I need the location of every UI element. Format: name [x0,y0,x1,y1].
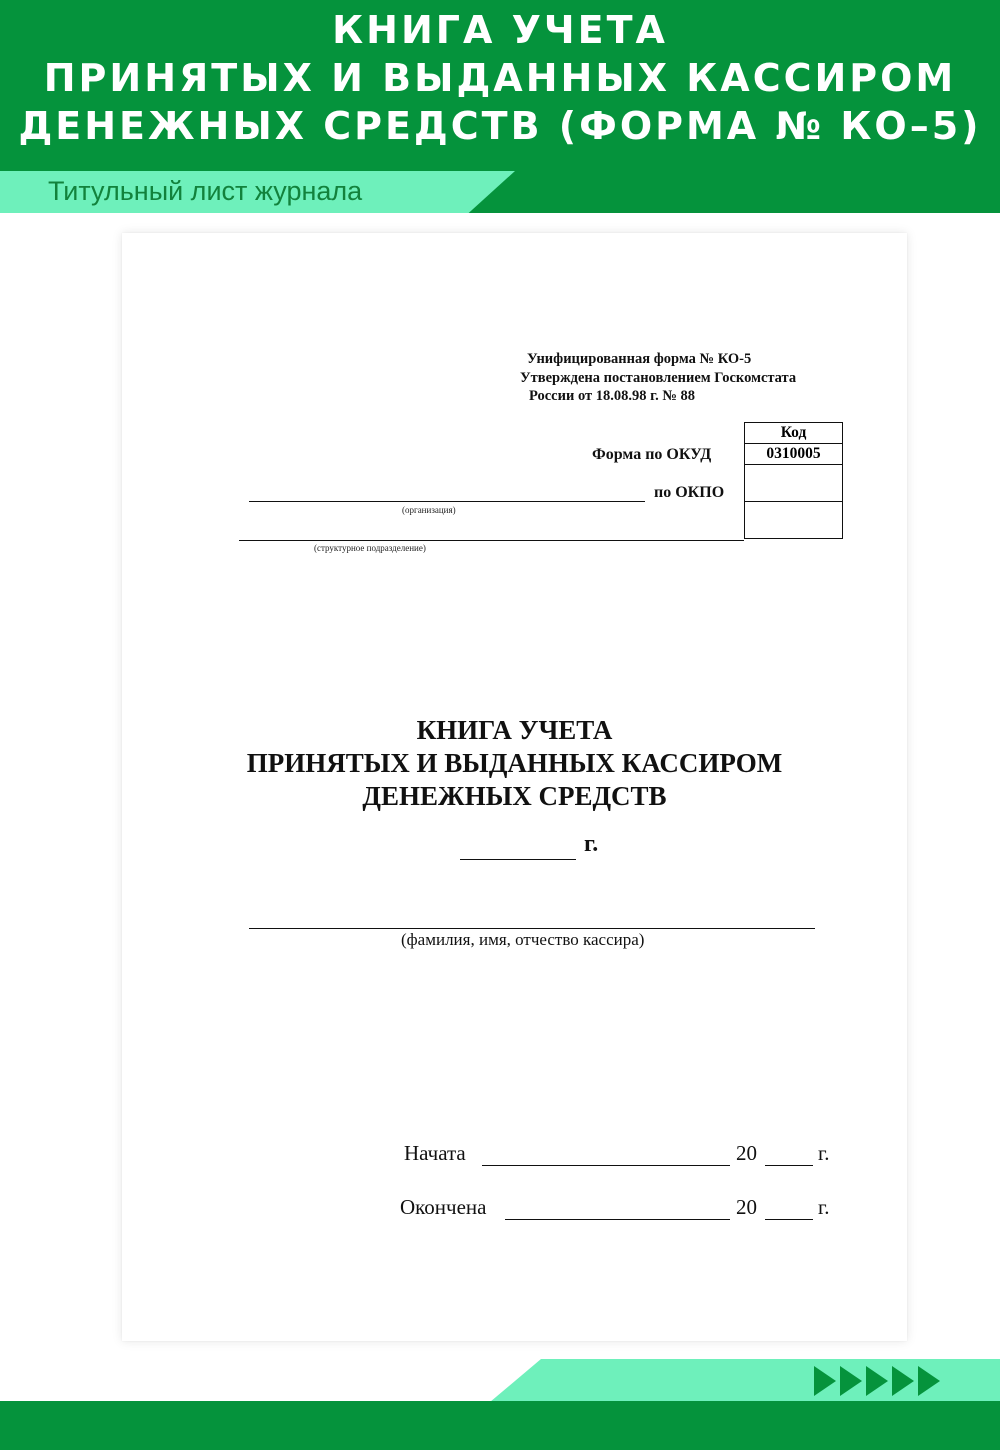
arrow-right-icon [892,1366,914,1396]
form-header-line: Унифицированная форма № КО-5 [527,351,752,367]
banner-title [0,6,1000,150]
subdivision-code-cell [745,502,843,539]
arrow-right-icon [840,1366,862,1396]
document-title-line: КНИГА УЧЕТА [416,715,613,745]
organization-line [249,501,645,502]
started-year-suffix: г. [818,1141,830,1165]
banner-subtitle: Титульный лист журнала [48,176,363,206]
form-header-line: России от 18.08.98 г. № 88 [529,388,696,404]
document-title-line: ПРИНЯТЫХ И ВЫДАННЫХ КАССИРОМ [246,748,783,778]
finished-label: Окончена [400,1195,487,1219]
subdivision-line [239,540,744,541]
document-page [122,233,907,1341]
started-century: 20 [736,1141,757,1165]
subdivision-caption: (структурное подразделение) [314,543,426,553]
code-header: Код [745,423,843,444]
okud-label: Форма по ОКУД [592,446,712,463]
okud-code: 0310005 [745,444,843,465]
year-line [460,859,576,860]
okpo-code-cell [745,465,843,502]
document-title-line: ДЕНЕЖНЫХ СРЕДСТВ [362,781,667,811]
started-date-line [482,1165,730,1166]
okpo-label: по ОКПО [654,484,725,501]
started-label: Начата [404,1141,466,1165]
arrow-right-icon [866,1366,888,1396]
banner-title-line: ПРИНЯТЫХ И ВЫДАННЫХ КАССИРОМ [43,56,957,100]
arrow-right-icon [814,1366,836,1396]
cashier-name-line [249,928,815,929]
document-title [122,714,907,813]
banner-title-line: ДЕНЕЖНЫХ СРЕДСТВ (ФОРМА № КО–5) [18,104,982,148]
code-table [744,422,843,539]
started-year-line [765,1165,813,1166]
bottom-band [0,1401,1000,1450]
arrows-decoration [814,1366,954,1396]
banner-title-line: КНИГА УЧЕТА [332,8,668,52]
cashier-caption: (фамилия, имя, отчество кассира) [401,930,645,949]
form-header-line: Утверждена постановлением Госкомстата [520,370,797,386]
arrow-right-icon [918,1366,940,1396]
organization-caption: (организация) [402,505,456,515]
finished-year-suffix: г. [818,1195,830,1219]
finished-date-line [505,1219,730,1220]
finished-century: 20 [736,1195,757,1219]
year-suffix: г. [584,831,599,857]
finished-year-line [765,1219,813,1220]
